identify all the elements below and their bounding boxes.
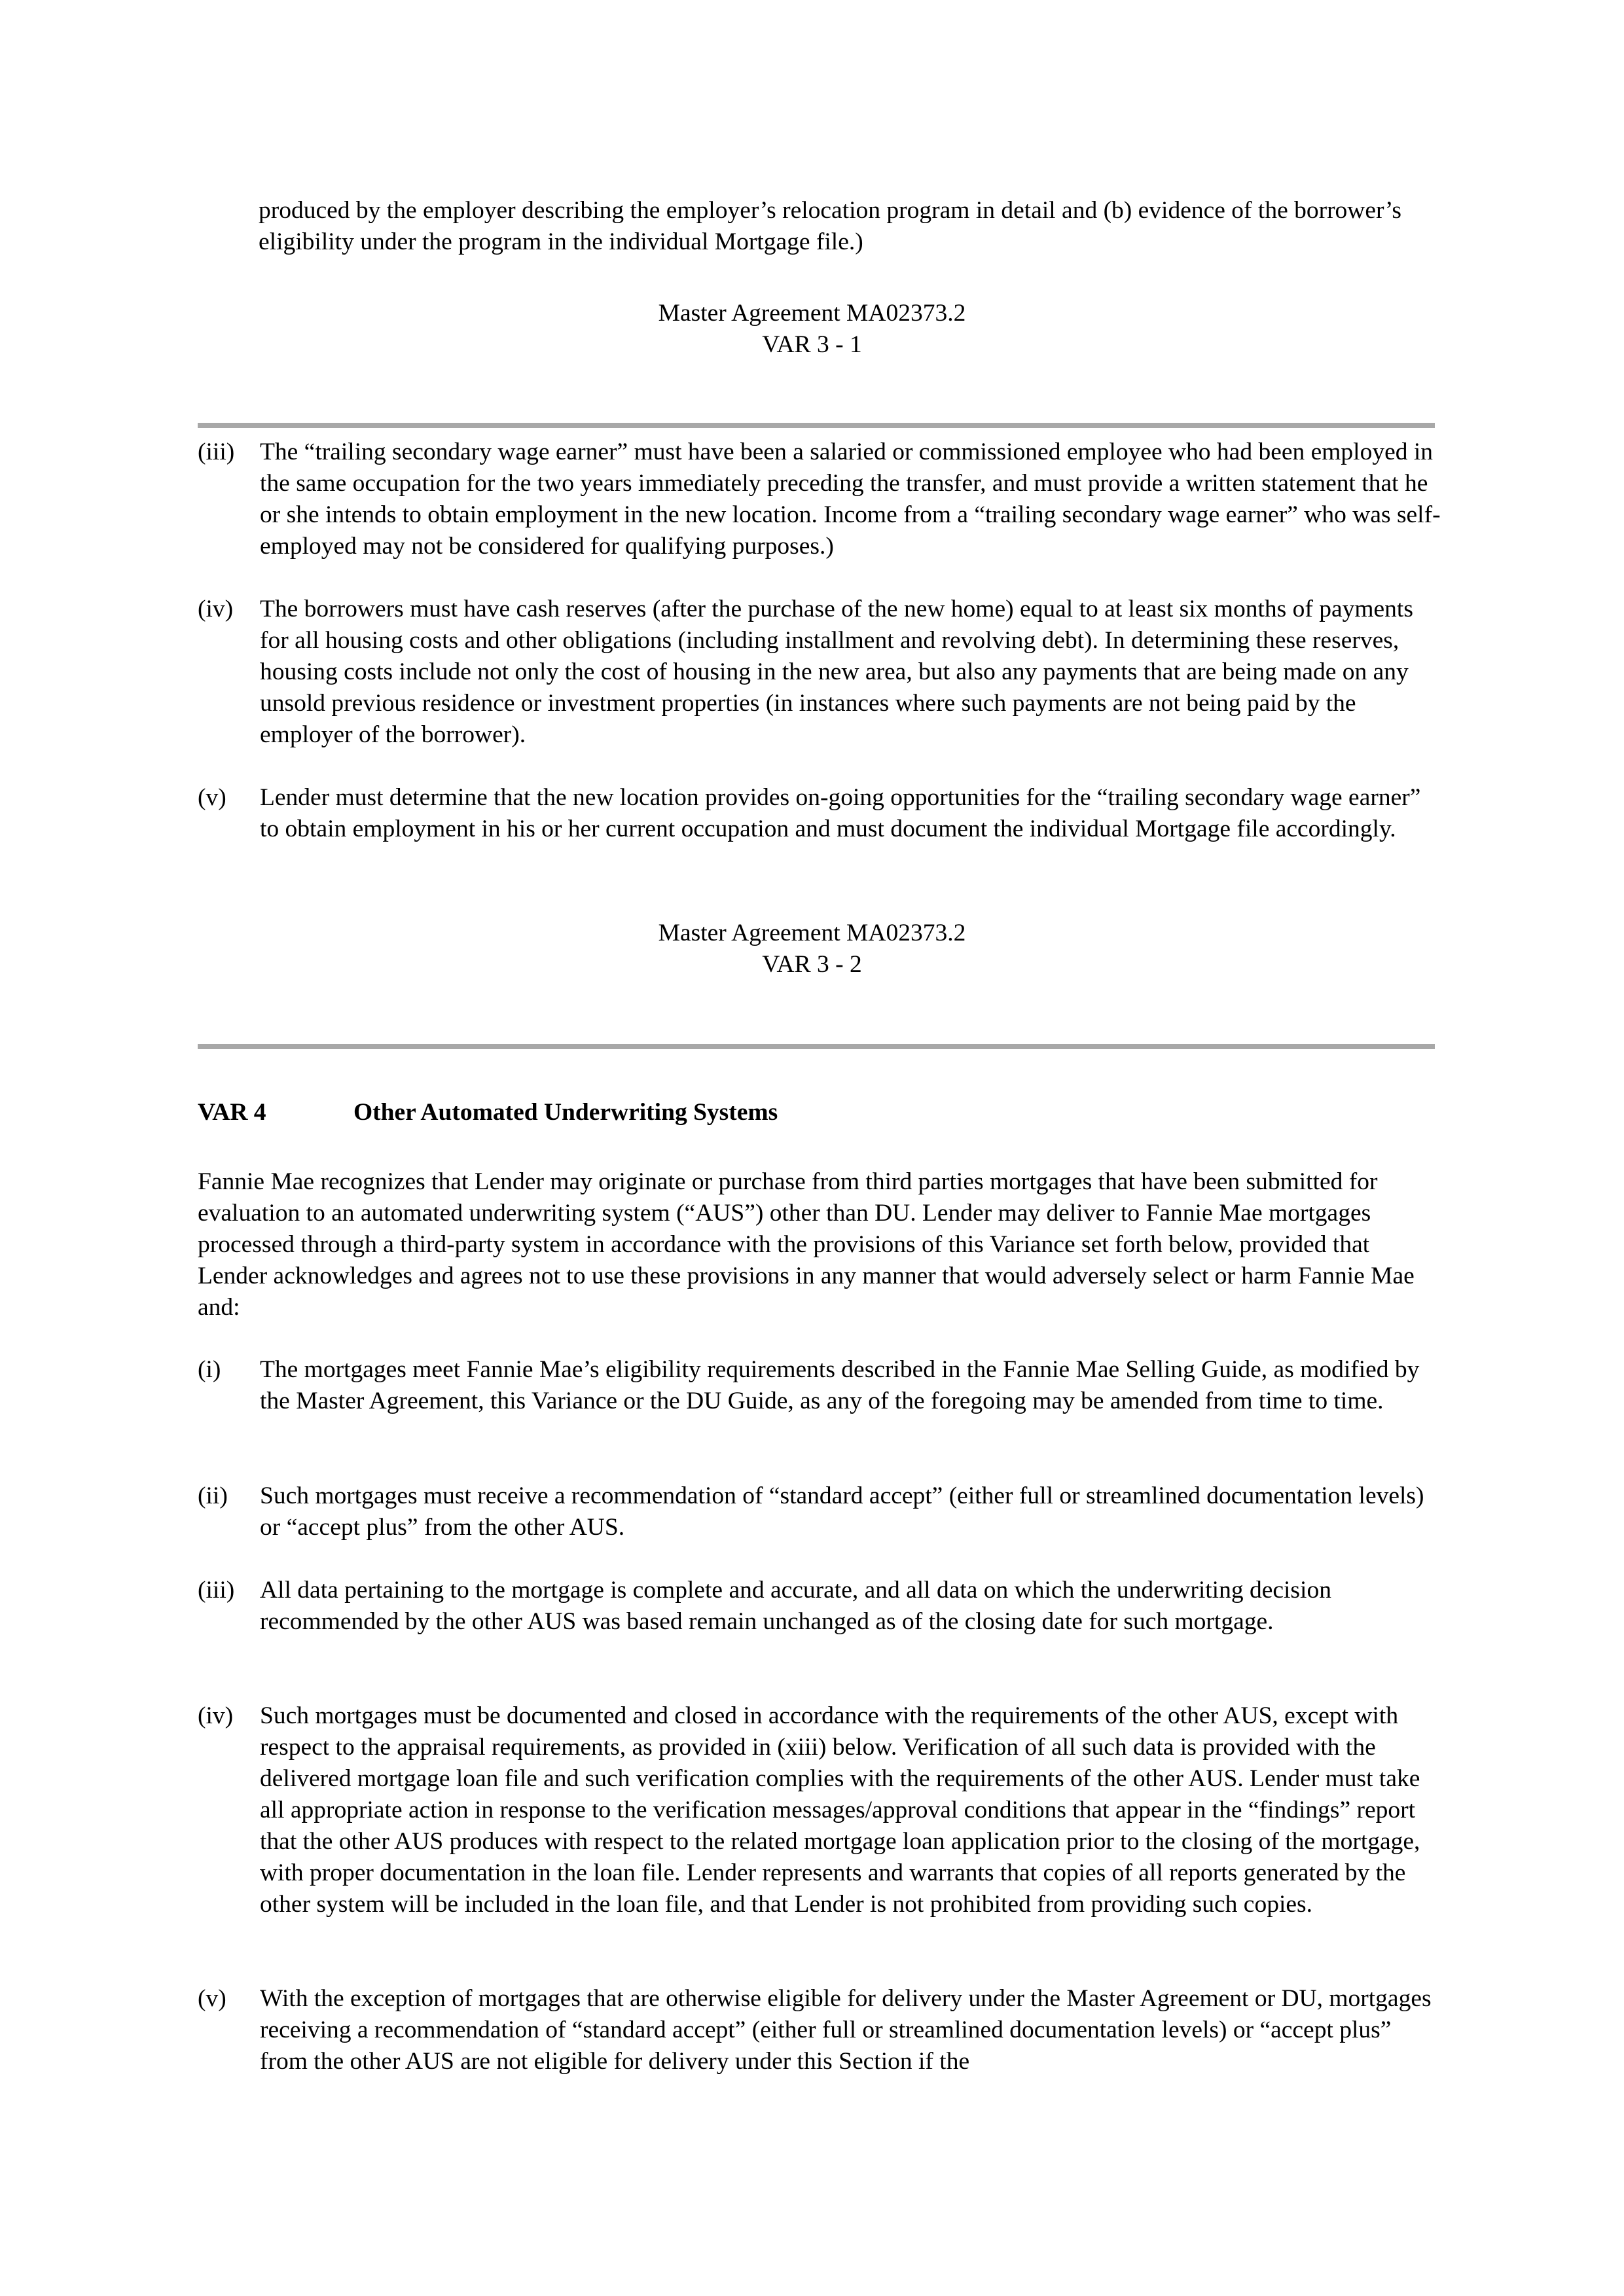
list-item-text: All data pertaining to the mortgage is complete and accurate, and all data on which the underwriting decision recommended by the other AUS was based remain unchanged as of the closing date for such mortgage. [260, 1577, 1331, 1635]
list-item [198, 1480, 1441, 1543]
intro-text: Fannie Mae recognizes that Lender may originate or purchase from third parties mortgages that have been submitted for evaluation to an automated underwriting system (“AUS”) other than DU. Lender may deliver to Fannie Mae mortgages processed through a third-party system in accordance with the provisions of this Variance set forth below, provided that Lender acknowledges and agrees not to use these provisions in any manner that would adversely select or harm Fannie Mae and: [198, 1168, 1415, 1321]
footer-agreement-number: Master Agreement MA02373.2 [658, 920, 966, 946]
list-item-number: (ii) [198, 1482, 228, 1509]
list-item [198, 437, 1441, 562]
list-item [198, 1575, 1441, 1638]
list-item-text: With the exception of mortgages that are otherwise eligible for delivery under the Master Agreement or DU, mortgages receiving a recommendation of “standard accept” (either full or streamlined documentation levels) or “accept plus” from the other AUS are not eligible for delivery under this Section if the [260, 1985, 1432, 2075]
footer-page-number: VAR 3 - 2 [762, 951, 862, 978]
footer-page-number: VAR 3 - 1 [762, 331, 862, 358]
page-divider [198, 1044, 1435, 1049]
list-item-number: (iv) [198, 596, 234, 622]
continuation-paragraph [259, 195, 1437, 258]
list-item-number: (v) [198, 784, 226, 811]
section-title: Other Automated Underwriting Systems [353, 1099, 778, 1126]
section-heading [198, 1097, 778, 1128]
continuation-text: produced by the employer describing the employer’s relocation program in detail and (b) evidence of the borrower’s eligibility under the program in the individual Mortgage file.) [259, 197, 1401, 255]
section-code: VAR 4 [198, 1099, 266, 1126]
list-item-text: Such mortgages must be documented and closed in accordance with the requirements of the other AUS, except with respect to the appraisal requirements, as provided in (xiii) below. Verification of all such data is provided with the delivered mortgage loan file and such verification complies with the requirements of the other AUS. Lender must take all appropriate action in response to the verification messages/approval conditions that appear in the “findings” report that the other AUS produces with respect to the related mortgage loan application prior to the closing of the mortgage, with proper documentation in the loan file. Lender represents and warrants that copies of all reports generated by the other system will be included in the loan file, and that Lender is not prohibited from providing such copies. [260, 1702, 1420, 1918]
footer-agreement-number: Master Agreement MA02373.2 [658, 300, 966, 327]
page-footer-2 [0, 918, 1624, 980]
list-item-text: The “trailing secondary wage earner” must have been a salaried or commissioned employee who had been employed in the same occupation for the two years immediately preceding the transfer, and must provide a written statement that he or she intends to obtain employment in the new location. Income from a “trailing secondary wage earner” who was self-employed may not be considered for qualifying purposes.) [260, 439, 1441, 560]
list-item-number: (i) [198, 1356, 221, 1383]
list-item-text: The borrowers must have cash reserves (after the purchase of the new home) equal to at least six months of payments for all housing costs and other obligations (including installment and revolving debt). In determining these reserves, housing costs include not only the cost of housing in the new area, but also any payments that are being made on any unsold previous residence or investment properties (in instances where such payments are not being paid by the employer of the borrower). [260, 596, 1413, 748]
list-item-text: Lender must determine that the new location provides on-going opportunities for the “trailing secondary wage earner” to obtain employment in his or her current occupation and must document the individual Mortgage file accordingly. [260, 784, 1421, 842]
list-item-number: (iii) [198, 1577, 235, 1604]
list-item [198, 1354, 1441, 1417]
list-item [198, 1983, 1441, 2077]
list-item-number: (v) [198, 1985, 226, 2012]
intro-paragraph [198, 1166, 1441, 1323]
list-item-text: Such mortgages must receive a recommendation of “standard accept” (either full or streamlined documentation levels) or “accept plus” from the other AUS. [260, 1482, 1424, 1541]
list-item [198, 594, 1441, 751]
list-item [198, 1700, 1441, 1920]
list-item [198, 782, 1441, 845]
page-footer-1 [0, 298, 1624, 361]
page-divider [198, 423, 1435, 428]
list-item-number: (iii) [198, 439, 235, 465]
list-item-text: The mortgages meet Fannie Mae’s eligibility requirements described in the Fannie Mae Selling Guide, as modified by the Master Agreement, this Variance or the DU Guide, as any of the foregoing may be amended from time to time. [260, 1356, 1420, 1414]
list-item-number: (iv) [198, 1702, 234, 1729]
